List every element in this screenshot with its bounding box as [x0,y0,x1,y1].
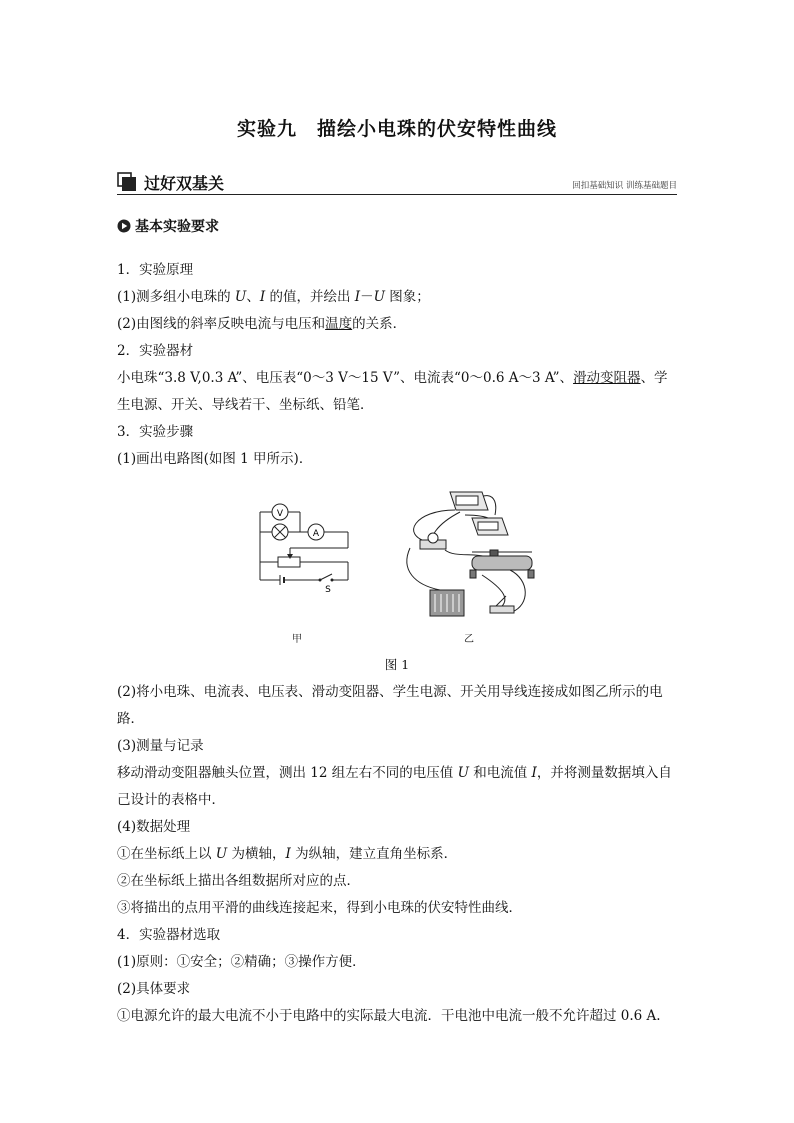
heading-selection: 4．实验器材选取 [117,927,221,943]
paragraph: (2)将小电珠、电流表、电压表、滑动变阻器、学生电源、开关用导线连接成如图乙所示的电 [117,684,663,700]
figure-label-yi: 乙 [464,634,474,645]
heading-principle: 1．实验原理 [117,262,194,278]
paragraph: ②在坐标纸上描出各组数据所对应的点． [117,873,360,889]
paragraph: (2)具体要求 [117,981,191,997]
figure-1 [250,480,550,645]
subsection-title: 基本实验要求 [135,219,219,235]
section-subtitle: 回扣基础知识 训练基础题目 [572,181,677,191]
heading-equipment: 2．实验器材 [117,343,194,359]
section-header [117,170,677,195]
paragraph: 路． [117,711,144,727]
paragraph: (2)由图线的斜率反映电流与电压和温度的关系． [117,316,407,332]
ammeter-symbol-label: A [312,529,320,539]
figure-label-jia: 甲 [292,634,302,645]
paragraph: (4)数据处理 [117,819,191,835]
stacked-squares-icon [117,172,137,192]
page-title: 实验九 描绘小电珠的伏安特性曲线 [236,118,557,140]
paragraph: (1)测多组小电珠的 U、I 的值，并绘出 I－U 图象； [117,289,430,305]
paragraph: (1)画出电路图(如图 1 甲所示)． [117,451,313,467]
heading-steps: 3．实验步骤 [117,424,194,440]
voltmeter-symbol-label: V [276,509,284,519]
paragraph: 移动滑动变阻器触头位置，测出 12 组左右不同的电压值 U 和电流值 I，并将测量数据填入自 [117,765,672,781]
paragraph: (3)测量与记录 [117,738,204,754]
paragraph: (1)原则：①安全；②精确；③操作方便． [117,954,366,970]
paragraph: ③将描出的点用平滑的曲线连接起来，得到小电珠的伏安特性曲线． [117,900,522,916]
paragraph: ①电源允许的最大电流不小于电路中的实际最大电流．干电池中电流一般不允许超过 0.6 A. [117,1008,661,1024]
paragraph: 小电珠“3.8 V,0.3 A”、电压表“0～3 V～15 V”、电流表“0～0.6 A～3 A”、滑动变阻器、学 [117,370,668,386]
figure-caption: 图 1 [384,657,410,672]
paragraph: 己设计的表格中． [117,792,225,808]
circuit-diagram [250,480,550,645]
section-title: 过好双基关 [144,174,225,193]
paragraph: 生电源、开关、导线若干、坐标纸、铅笔． [117,397,374,413]
play-circle-icon [117,219,131,233]
switch-label: S [325,585,331,595]
paragraph: ①在坐标纸上以 U 为横轴，I 为纵轴，建立直角坐标系． [117,846,458,862]
